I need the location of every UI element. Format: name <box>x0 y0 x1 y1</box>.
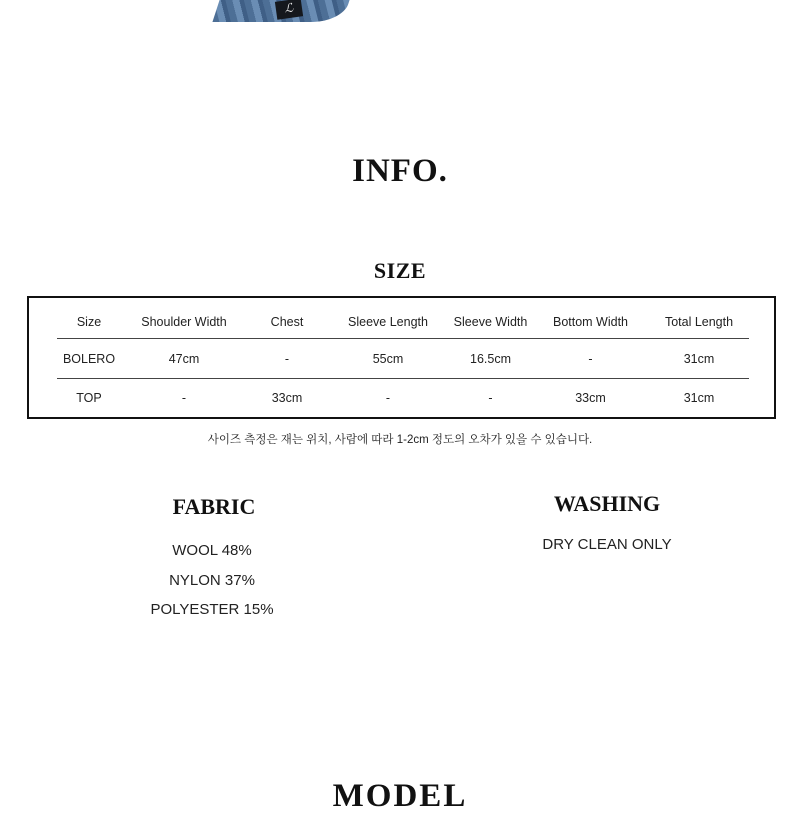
table-cell: - <box>488 391 493 405</box>
table-cell: 33cm <box>271 391 303 405</box>
table-cell: 47cm <box>121 339 247 379</box>
size-table <box>57 306 749 417</box>
table-cell: BOLERO <box>57 339 121 379</box>
table-cell: 16.5cm <box>449 339 532 379</box>
size-measurement-note: 사이즈 측정은 재는 위치, 사람에 따라 1-2cm 정도의 오차가 있을 수 있습니다. <box>207 434 593 446</box>
washing-list <box>457 530 757 560</box>
column-header: Sleeve Width <box>449 306 532 339</box>
column-header: Chest <box>247 306 327 339</box>
size-heading: SIZE <box>373 258 427 283</box>
column-header: Sleeve Length <box>327 306 449 339</box>
table-cell: - <box>247 339 327 379</box>
table-cell: - <box>181 391 187 405</box>
list-item: WOOL 48% <box>172 542 252 559</box>
size-table-box <box>27 296 776 419</box>
table-cell: - <box>532 339 649 379</box>
list-item: DRY CLEAN ONLY <box>542 536 672 553</box>
column-header: Bottom Width <box>532 306 649 339</box>
table-cell: TOP <box>76 391 102 405</box>
brand-tag-logo: ℒ <box>275 0 303 20</box>
list-item: NYLON 37% <box>169 571 255 589</box>
table-cell: - <box>385 391 391 405</box>
fabric-list <box>62 536 362 625</box>
table-cell: 31cm <box>683 391 715 405</box>
washing-heading: WASHING <box>553 491 661 516</box>
column-header: Size <box>57 306 121 339</box>
table-row <box>57 379 749 418</box>
list-item: POLYESTER 15% <box>150 601 274 618</box>
table-row <box>57 339 749 379</box>
model-heading: MODEL <box>332 778 468 814</box>
table-cell: 33cm <box>575 391 606 405</box>
table-header-row <box>57 306 749 339</box>
fabric-heading: FABRIC <box>172 494 256 519</box>
info-heading: INFO. <box>352 153 448 189</box>
table-cell: 31cm <box>649 339 749 379</box>
table-cell: 55cm <box>327 339 449 379</box>
column-header: Shoulder Width <box>121 306 247 339</box>
column-header: Total Length <box>649 306 749 339</box>
